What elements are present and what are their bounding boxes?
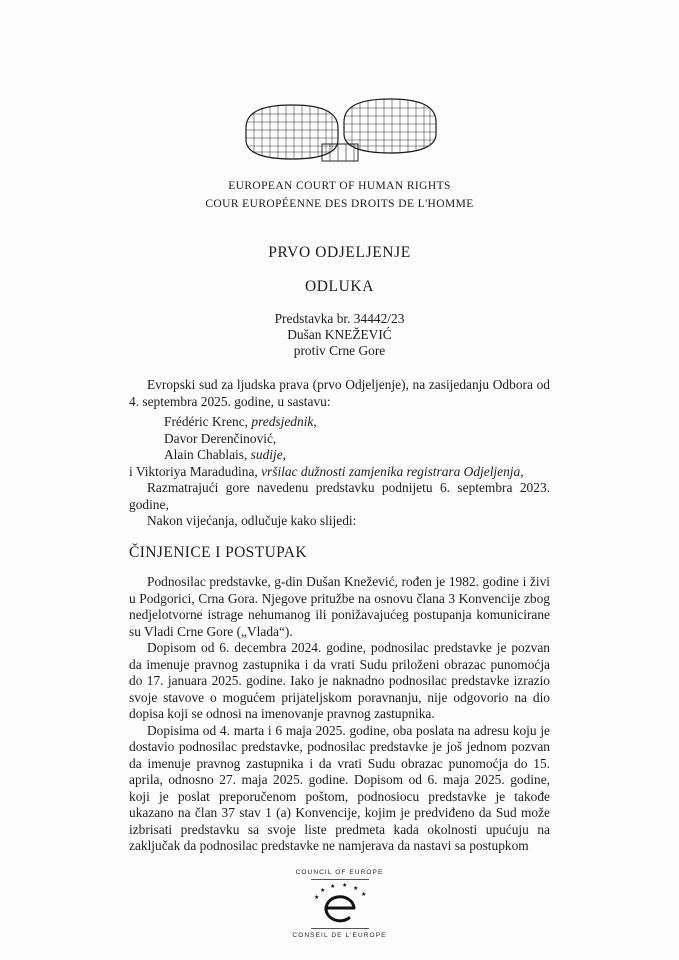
- svg-text:★: ★: [329, 883, 335, 890]
- judge-line: [164, 414, 550, 431]
- org-name-fr: COUR EUROPÉENNE DES DROITS DE L'HOMME: [205, 198, 474, 210]
- svg-text:★: ★: [352, 885, 358, 892]
- considering-paragraph: Razmatrajući gore navedenu predstavku podnijetu 6. septembra 2023. godine,: [129, 480, 550, 512]
- document-body: [129, 377, 550, 855]
- facts-paragraph-3: Dopisima od 4. marta i 6 maja 2025. godine, oba poslata na adresu koju je dostavio podnosilac predstavke, podnosilac predstavke je još jednom pozvan da imenuje pravnog zastupnika i da vrati Sudu obrazac punomoćja do 15. aprila, odnosno 27. maja 2025. godine. Dopisom od 6. maja 2025. godine, koji je poslat preporučenom poštom, podnosiocu predstavke je takođe ukazano na član 37 stav 1 (a) Konvencije, kojim je predviđeno da Sud može izbrisati predstavku sa svoje liste predmeta kada okolnosti upućuju na zaključak da podnosilac predstavke ne namjerava da nastavi sa postupkom: [129, 722, 550, 854]
- judge-line: [164, 447, 550, 464]
- svg-text:★: ★: [313, 894, 319, 901]
- council-of-europe-logo: [308, 882, 372, 926]
- registrar-role: vršilac dužnosti zamjenika registrara Odjeljenja,: [261, 463, 524, 479]
- svg-text:★: ★: [341, 882, 347, 889]
- judges-list: [164, 414, 550, 464]
- svg-text:★: ★: [319, 887, 325, 894]
- respondent-state: protiv Crne Gore: [293, 342, 386, 358]
- application-number: Predstavka br. 34442/23: [274, 311, 405, 326]
- judge-role: predsjednik,: [251, 414, 317, 430]
- footer-rule-top: [311, 879, 369, 880]
- registrar-name: i Viktoriya Maradudina,: [129, 463, 262, 479]
- footer-rule-bottom: [311, 928, 369, 929]
- deliberating-paragraph: Nakon vijećanja, odlučuje kako slijedi:: [147, 513, 357, 529]
- composition-lead: Evropski sud za ljudska prava (prvo Odjeljenje), na zasijedanju Odbora od 4. septembra 2025. godine, u sastavu:: [129, 377, 550, 409]
- organisation-names: [0, 177, 679, 213]
- facts-paragraph-2: Dopisom od 6. decembra 2024. godine, podnosilac predstavke je pozvan da imenuje pravnog zastupnika i da vrati Sudu priloženi obrazac punomoćja do 17. januara 2025. godine. Iako je naknadno podnosilac predstavke izrazio svoje stavove o mogućem prijateljskom poravnanju, nije odgovorio na dio dopisa koji se odnosi na imenovanje pravnog zastupnika.: [129, 640, 550, 722]
- section-title: PRVO ODJELJENJE: [268, 244, 411, 261]
- judge-name: Alain Chablais,: [164, 447, 251, 463]
- judge-line: [164, 431, 550, 448]
- applicant-name: Dušan KNEŽEVIĆ: [287, 326, 392, 342]
- council-of-europe-footer: [0, 868, 679, 940]
- judge-name: Frédéric Krenc,: [164, 414, 252, 430]
- registrar-line: [129, 464, 550, 481]
- case-header: [0, 311, 679, 358]
- facts-paragraph-1: Podnosilac predstavke, g-din Dušan Knežević, rođen je 1982. godine i živi u Podgorici, Crna Gora. Njegove pritužbe na osnovu člana 3 Konvencije zbog nedjelotvorne istrage nehumanog ili ponižavajućeg postupanja komunicirane su Vladi Crne Gore („Vlada“).: [129, 574, 550, 639]
- coe-label-fr: CONSEIL DE L'EUROPE: [292, 932, 387, 939]
- org-name-en: EUROPEAN COURT OF HUMAN RIGHTS: [228, 180, 451, 192]
- svg-text:★: ★: [360, 891, 366, 898]
- facts-heading: ČINJENICE I POSTUPAK: [129, 543, 307, 561]
- judge-role: sudije,: [250, 447, 286, 463]
- document-type-title: ODLUKA: [304, 278, 375, 295]
- header-logo-area: [0, 0, 679, 169]
- judge-name: Davor Derenčinović,: [164, 430, 277, 446]
- echr-building-logo: [242, 94, 438, 164]
- coe-label-en: COUNCIL OF EUROPE: [295, 869, 384, 876]
